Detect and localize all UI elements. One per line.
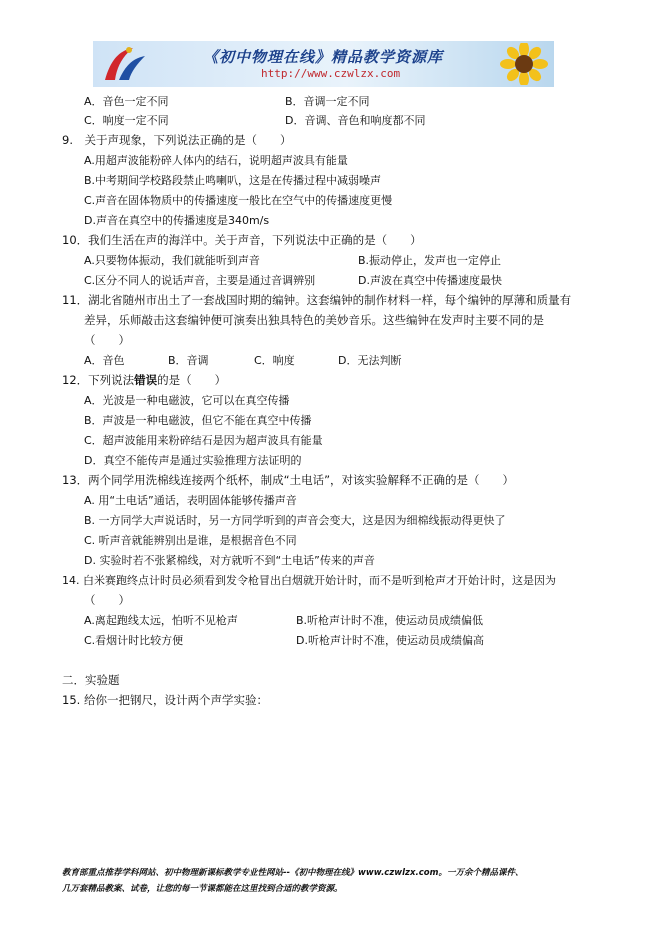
q14-option-a: A.离起跑线太远，怕听不见枪声: [84, 614, 238, 627]
footer-line1: 教育部重点推荐学科网站、初中物理新课标教学专业性网站--《初中物理在线》www.czwlzx.com。一万余个精品课件、: [62, 868, 524, 878]
q12-option-b: B．声波是一种电磁波，但它不能在真空中传播: [84, 414, 312, 427]
q11-option-b: B．音调: [168, 354, 209, 367]
q10-option-d: D.声波在真空中传播速度最快: [358, 274, 502, 287]
q11-answer-paren: （ ）: [84, 333, 130, 347]
q8-option-d: D．音调、音色和响度都不同: [285, 114, 426, 127]
header-url[interactable]: http://www.czwlzx.com: [261, 67, 401, 80]
q12-stem-pre: 12．下列说法: [62, 373, 135, 387]
header-title: 《初中物理在线》精品教学资源库: [203, 48, 444, 66]
q8-option-b: B．音调一定不同: [285, 95, 370, 108]
q13-option-a: A. 用“土电话”通话，表明固体能够传播声音: [84, 494, 297, 507]
header-banner: [93, 41, 554, 87]
q13-stem: 13．两个同学用洗棉线连接两个纸杯，制成“土电话”，对该实验解释不正确的是（ ）: [62, 473, 515, 487]
q12-stem-post: 的是（ ）: [157, 373, 227, 387]
q9-option-a: A.用超声波能粉碎人体内的结石，说明超声波具有能量: [84, 154, 348, 167]
q11-option-a: A．音色: [84, 354, 125, 367]
q11-stem-line1: 11．湖北省随州市出土了一套战国时期的编钟。这套编钟的制作材料一样，每个编钟的厚薄和质量有: [62, 293, 572, 307]
q12-option-a: A．光波是一种电磁波，它可以在真空传播: [84, 394, 290, 407]
q9-option-b: B.中考期间学校路段禁止鸣喇叭，这是在传播过程中减弱噪声: [84, 174, 382, 187]
logo-icon: [99, 44, 149, 84]
q11-option-d: D．无法判断: [338, 354, 402, 367]
q14-option-d: D.听枪声计时不准，使运动员成绩偏高: [296, 634, 484, 647]
q10-option-a: A.只要物体振动，我们就能听到声音: [84, 254, 260, 267]
q9-option-c: C.声音在固体物质中的传播速度一般比在空气中的传播速度更慢: [84, 194, 393, 207]
q13-option-c: C. 听声音就能辨别出是谁，是根据音色不同: [84, 534, 297, 547]
q11-stem-line2: 差异，乐师敲击这套编钟便可演奏出独具特色的美妙音乐。这些编钟在发声时主要不同的是: [84, 313, 544, 327]
q12-option-d: D．真空不能传声是通过实验推理方法证明的: [84, 454, 302, 467]
q13-option-b: B. 一方同学大声说话时，另一方同学听到的声音会变大，这是因为细棉线振动得更快了: [84, 514, 506, 527]
q12-stem-emphasis: 错误: [134, 373, 158, 387]
q14-stem: 14. 白米赛跑终点计时员必须看到发令枪冒出白烟就开始计时，而不是听到枪声才开始计时，这是因为: [62, 574, 556, 587]
q10-stem: 10．我们生活在声的海洋中。关于声音，下列说法中正确的是（ ）: [62, 233, 422, 247]
q15-stem: 15. 给你一把钢尺，设计两个声学实验：: [62, 693, 268, 707]
q14-option-b: B.听枪声计时不准，使运动员成绩偏低: [296, 614, 484, 627]
q10-option-c: C.区分不同人的说话声音，主要是通过音调辨别: [84, 274, 316, 287]
q12-stem: [62, 373, 226, 388]
q9-option-d: D.声音在真空中的传播速度是340m/s: [84, 214, 270, 227]
q10-option-b: B.振动停止，发声也一定停止: [358, 254, 502, 267]
q8-option-c: C．响度一定不同: [84, 114, 169, 127]
q13-option-d: D. 实验时若不张紧棉线，对方就听不到“土电话”传来的声音: [84, 554, 375, 567]
q9-stem: 9. 关于声现象，下列说法正确的是（ ）: [62, 133, 292, 147]
section-heading-experiment: 二．实验题: [62, 673, 120, 687]
q14-option-c: C.看烟计时比较方便: [84, 634, 184, 647]
q11-option-c: C．响度: [254, 354, 295, 367]
footer-line2: 几万套精品教案、试卷，让您的每一节课都能在这里找到合适的教学资源。: [62, 884, 343, 894]
q14-answer-paren: （ ）: [84, 593, 130, 607]
q12-option-c: C．超声波能用来粉碎结石是因为超声波具有能量: [84, 434, 323, 447]
q8-option-a: A．音色一定不同: [84, 95, 169, 108]
sunflower-icon: [500, 43, 548, 85]
